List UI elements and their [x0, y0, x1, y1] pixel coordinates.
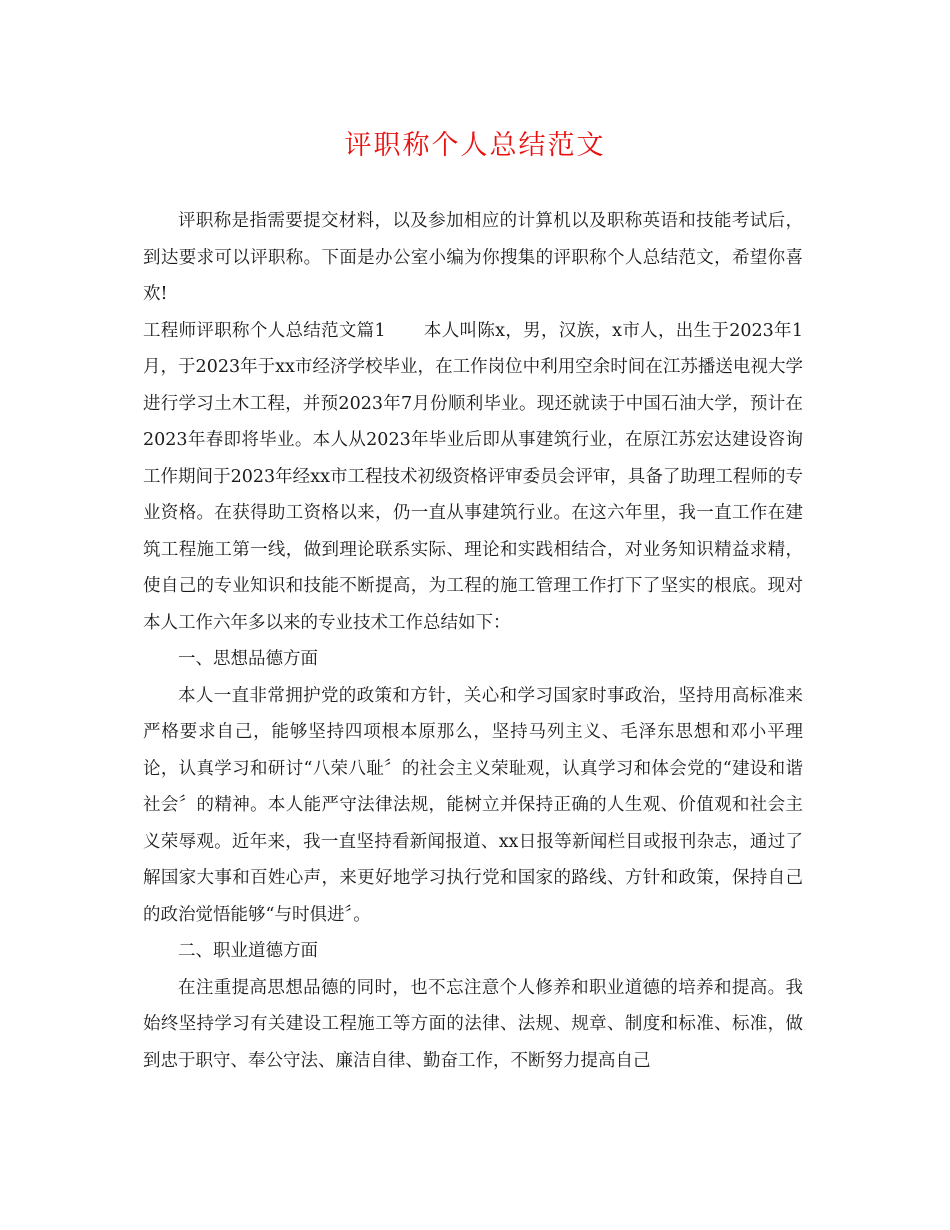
section-body-2: 在注重提高思想品德的同时，也不忘注意个人修养和职业道德的培养和提高。我始终坚持学习有关建设工程施工等方面的法律、法规、规章、制度和标准、标准，做到忠于职守、奉公守法、廉洁自律、勤奋工作，不断努力提高自己 [143, 977, 803, 1071]
intro-paragraph: 评职称是指需要提交材料，以及参加相应的计算机以及职称英语和技能考试后，到达要求可以评职称。下面是办公室小编为你搜集的评职称个人总结范文，希望你喜欢! [143, 211, 803, 304]
article-intro: 本人叫陈x，男，汉族，x市人，出生于2023年1月，于2023年于xx市经济学校毕业，在工作岗位中利用空余时间在江苏播送电视大学进行学习土木工程，并预2023年7月份顺利毕业。现还就读于中国石油大学，预计在2023年春即将毕业。本人从2023年毕业后即从事建筑行业，在原江苏宏达建设咨询工作期间于2023年经xx市工程技术初级资格评审委员会评审，具备了助理工程师的专业资格。在获得助工资格以来，仍一直从事建筑行业。在这六年里，我一直工作在建筑工程施工第一线，做到理论联系实际、理论和实践相结合，对业务知识精益求精，使自己的专业知识和技能不断提高，为工程的施工管理工作打下了坚实的根底。现对本人工作六年多以来的专业技术工作总结如下： [143, 320, 803, 633]
section-body-1: 本人一直非常拥护党的政策和方针，关心和学习国家时事政治，坚持用高标准来严格要求自己，能够坚持四项根本原那么，坚持马列主义、毛泽东思想和邓小平理论，认真学习和研讨“八荣八耻〞的社会主义荣耻观，认真学习和体会党的“建设和谐社会〞的精神。本人能严守法律法规，能树立并保持正确的人生观、价值观和社会主义荣辱观。近年来，我一直坚持看新闻报道、xx日报等新闻栏目或报刊杂志，通过了解国家大事和百姓心声，来更好地学习执行党和国家的路线、方针和政策，保持自己的政治觉悟能够“与时俱进〞。 [143, 685, 803, 925]
document-body [143, 203, 803, 1079]
article-title: 工程师评职称个人总结范文篇1 [143, 320, 386, 341]
section-heading-2: 二、职业道德方面 [178, 941, 318, 961]
article-paragraph [143, 313, 803, 642]
document-title: 评职称个人总结范文 [344, 130, 606, 161]
section-heading-1: 一、思想品德方面 [178, 649, 318, 669]
